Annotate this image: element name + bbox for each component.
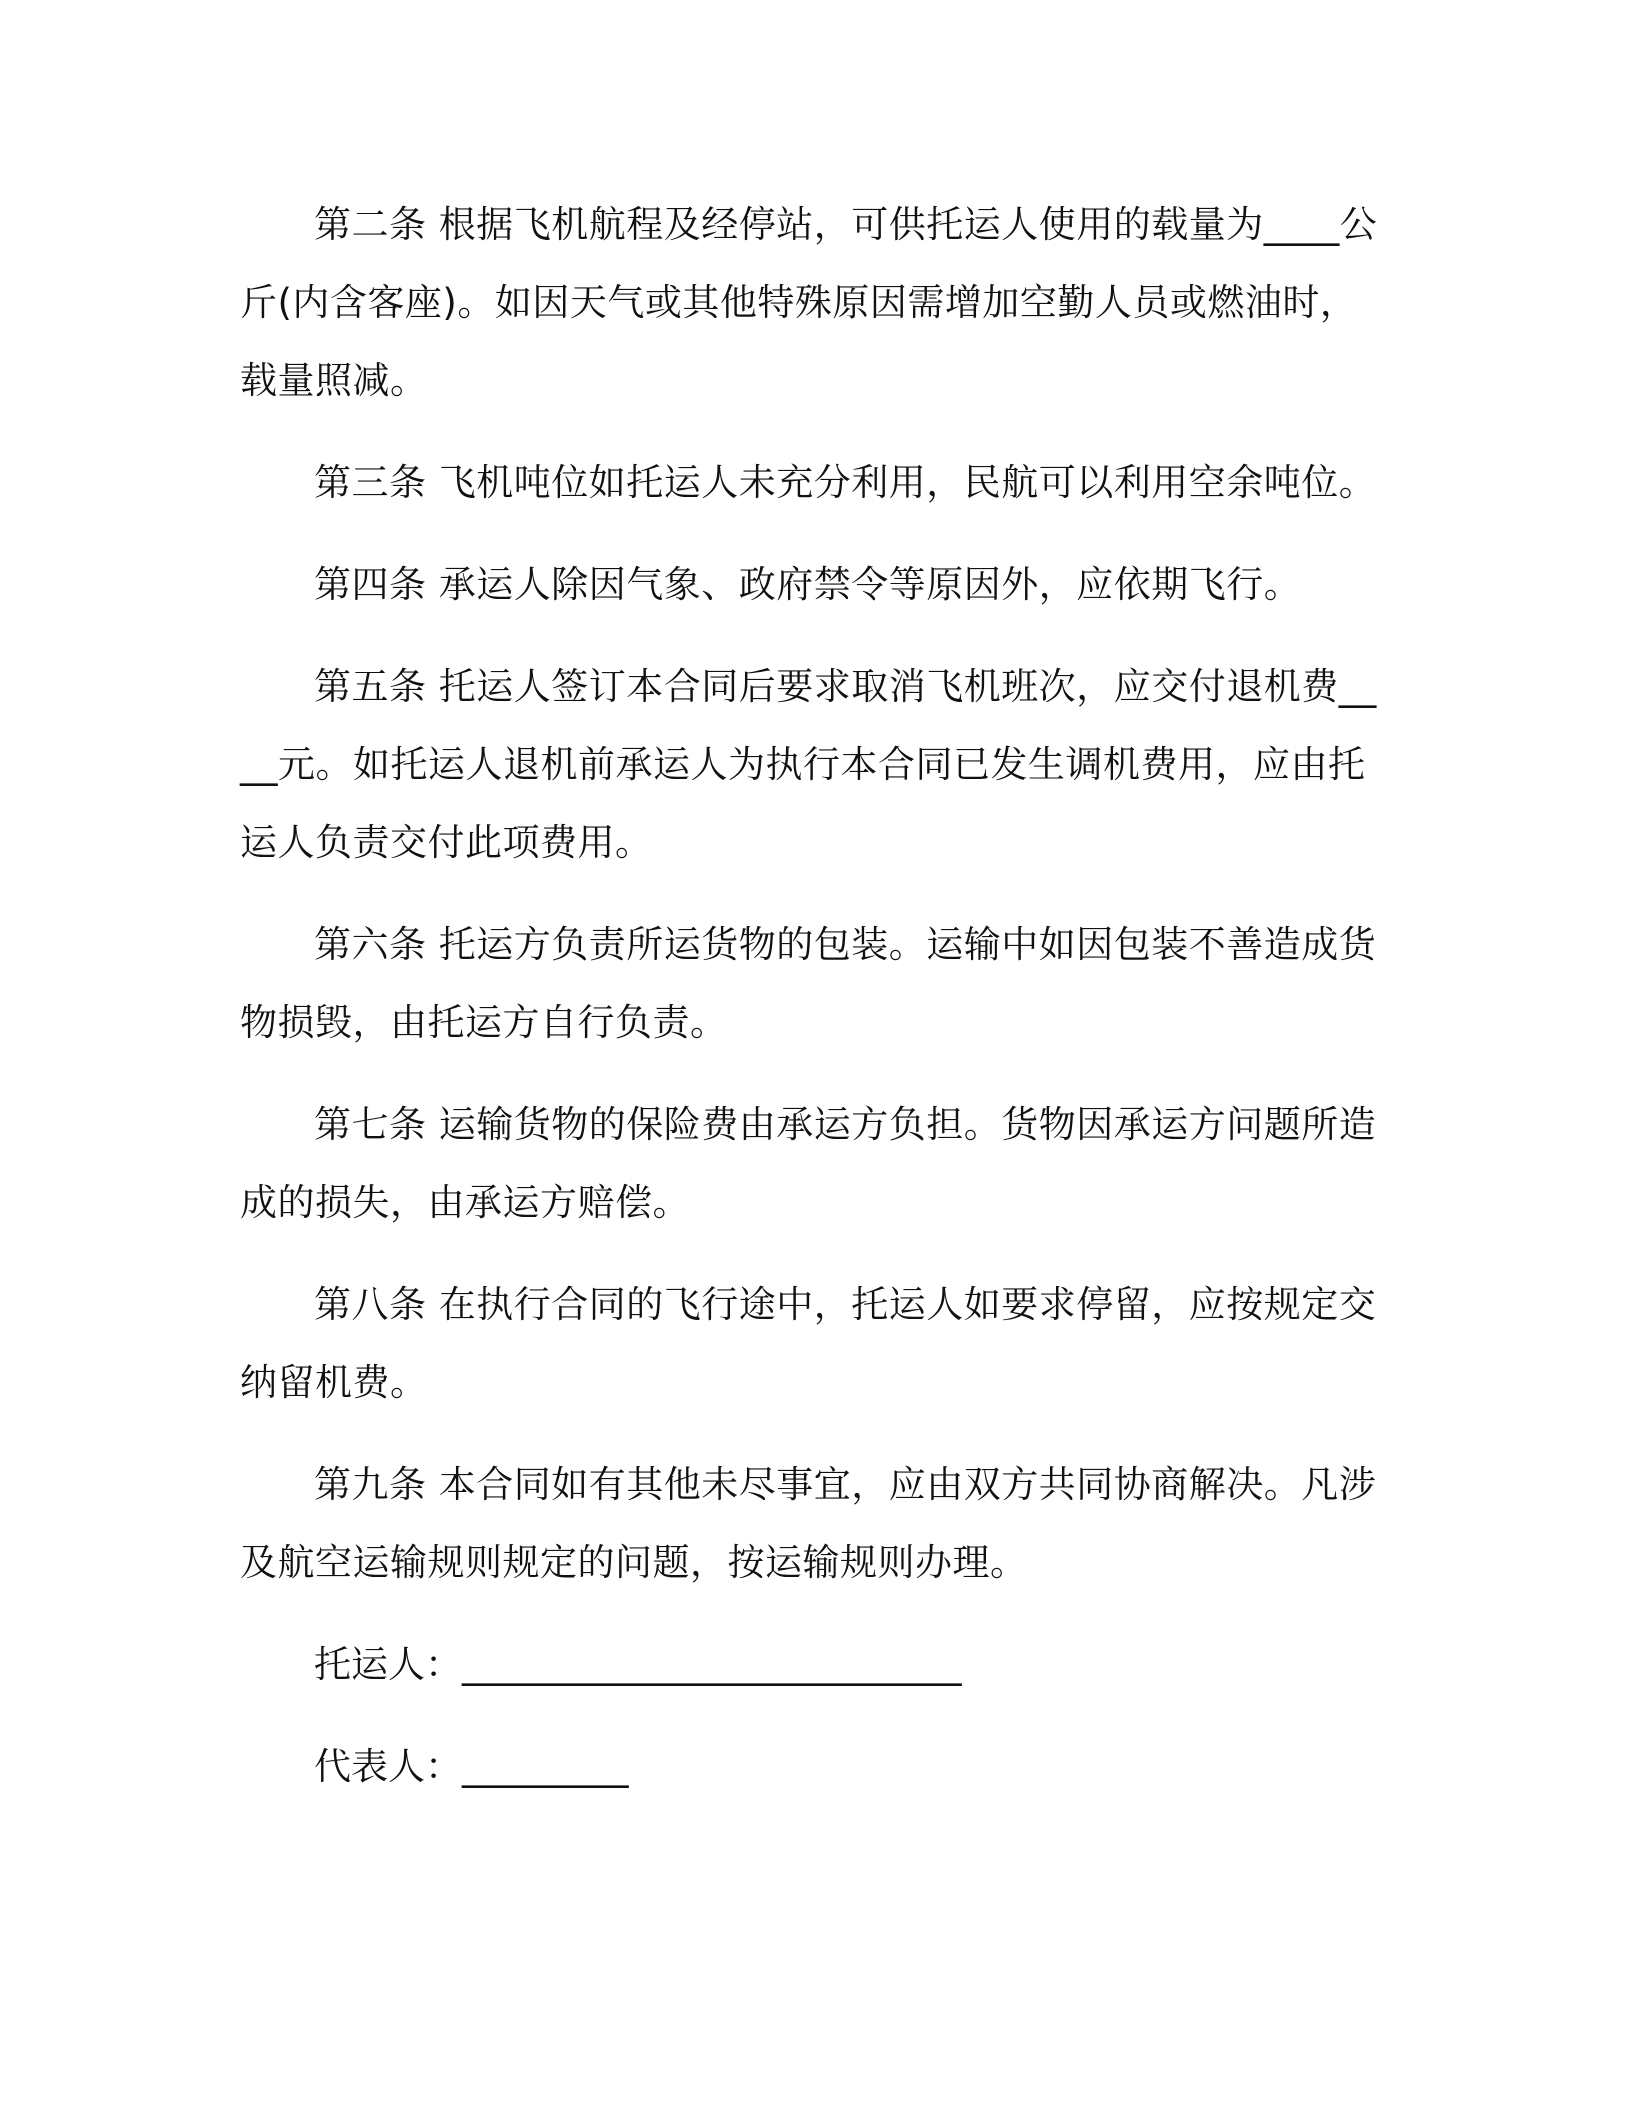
article-8: 第八条 在执行合同的飞行途中，托运人如要求停留，应按规定交纳留机费。 — [240, 1283, 1377, 1404]
article-5: 第五条 托运人签订本合同后要求取消飞机班次，应交付退机费____元。如托运人退机前承运人为执行本合同已发生调机费用，应由托运人负责交付此项费用。 — [240, 665, 1377, 864]
contract-body — [240, 186, 1380, 1830]
article-9: 第九条 本合同如有其他未尽事宜，应由双方共同协商解决。凡涉及航空运输规则规定的问题，按运输规则办理。 — [240, 1463, 1377, 1584]
shipper-signature-line: 托运人：___________________________ — [314, 1643, 962, 1686]
representative-signature-line: 代表人：_________ — [314, 1745, 629, 1788]
article-4: 第四条 承运人除因气象、政府禁令等原因外，应依期飞行。 — [314, 563, 1302, 606]
article-3: 第三条 飞机吨位如托运人未充分利用，民航可以利用空余吨位。 — [314, 461, 1377, 504]
article-6: 第六条 托运方负责所运货物的包装。运输中如因包装不善造成货物损毁，由托运方自行负责。 — [240, 923, 1377, 1044]
article-2: 第二条 根据飞机航程及经停站，可供托运人使用的载量为____公斤(内含客座)。如因天气或其他特殊原因需增加空勤人员或燃油时，载量照减。 — [240, 203, 1378, 402]
article-7: 第七条 运输货物的保险费由承运方负担。货物因承运方问题所造成的损失，由承运方赔偿。 — [240, 1103, 1377, 1224]
